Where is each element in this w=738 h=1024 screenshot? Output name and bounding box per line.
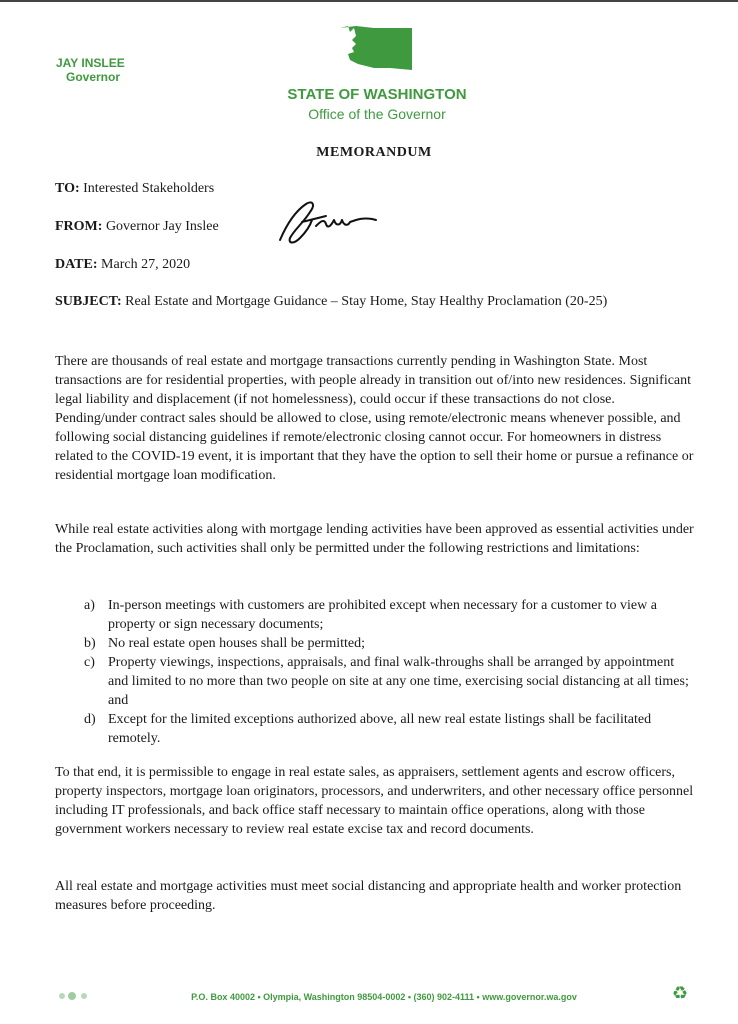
list-text: Property viewings, inspections, appraisals, and final walk-throughs shall be arranged by appointment and limited to no more than two people on site at any one time, exercising social distancing at all times; and <box>108 655 689 708</box>
paragraph-4: All real estate and mortgage activities must meet social distancing and appropriate health and worker protection measures before proceeding. <box>55 879 682 913</box>
governor-block <box>56 56 125 84</box>
restrictions-list <box>84 596 694 748</box>
governor-name: JAY INSLEE <box>56 56 125 70</box>
to-label: TO: <box>55 181 80 196</box>
recycle-icon: ♻ <box>672 983 689 1004</box>
list-item <box>84 710 694 748</box>
subject-line <box>55 292 695 311</box>
list-marker: a) <box>84 598 95 613</box>
list-item <box>84 653 694 710</box>
date-label: DATE: <box>55 257 98 272</box>
date-line <box>55 257 190 273</box>
from-value: Governor Jay Inslee <box>105 219 219 234</box>
list-item <box>84 596 694 634</box>
memo-title: MEMORANDUM <box>316 145 432 160</box>
from-label: FROM: <box>55 219 103 234</box>
list-marker: c) <box>84 655 95 670</box>
office-title: Office of the Governor <box>308 106 446 122</box>
governor-title: Governor <box>66 70 121 84</box>
date-value: March 27, 2020 <box>101 257 191 272</box>
subject-label: SUBJECT: <box>55 294 122 309</box>
list-text: Except for the limited exceptions authorized above, all new real estate listings shall be facilitated remotely. <box>108 712 652 746</box>
list-marker: b) <box>84 636 96 651</box>
to-value: Interested Stakeholders <box>83 181 215 196</box>
subject-value: Real Estate and Mortgage Guidance – Stay Home, Stay Healthy Proclamation (20-25) <box>125 294 608 309</box>
to-line <box>55 181 214 197</box>
list-text: In-person meetings with customers are prohibited except when necessary for a customer to view a property or sign necessary documents; <box>108 598 657 632</box>
list-marker: d) <box>84 712 96 727</box>
top-border <box>0 0 738 2</box>
footer-address: P.O. Box 40002 • Olympia, Washington 98504-0002 • (360) 902-4111 • www.governor.wa.gov <box>191 992 577 1002</box>
list-item <box>84 634 694 653</box>
signature <box>272 196 382 250</box>
paragraph-1: There are thousands of real estate and mortgage transactions currently pending in Washington State. Most transactions are for residential properties, with people already in transition out of/into new residences. Significant legal liability and displacement (if not homelessness), could occur if these transactions do not close. Pending/under contract sales should be allowed to close, using remote/electronic means whenever possible, and following social distancing guidelines if remote/electronic closing cannot occur. For homeowners in distress related to the COVID-19 event, it is important that they have the option to sell their home or pursue a refinance or residential mortgage loan modification. <box>55 354 694 483</box>
paragraph-3: To that end, it is permissible to engage in real estate sales, as appraisers, settlement agents and escrow officers, property inspectors, mortgage loan originators, processors, and underwriters, and other necessary office personnel including IT professionals, and back office staff necessary to maintain office operations, along with those government workers necessary to review real estate excise tax and record documents. <box>55 765 694 837</box>
paragraph-2: While real estate activities along with mortgage lending activities have been approved as essential activities under the Proclamation, such activities shall only be permitted under the following restrictions and limitations: <box>55 522 694 556</box>
list-text: No real estate open houses shall be permitted; <box>108 636 365 651</box>
washington-state-map-icon <box>334 24 414 78</box>
from-line <box>55 219 219 235</box>
state-title: STATE OF WASHINGTON <box>287 86 467 103</box>
